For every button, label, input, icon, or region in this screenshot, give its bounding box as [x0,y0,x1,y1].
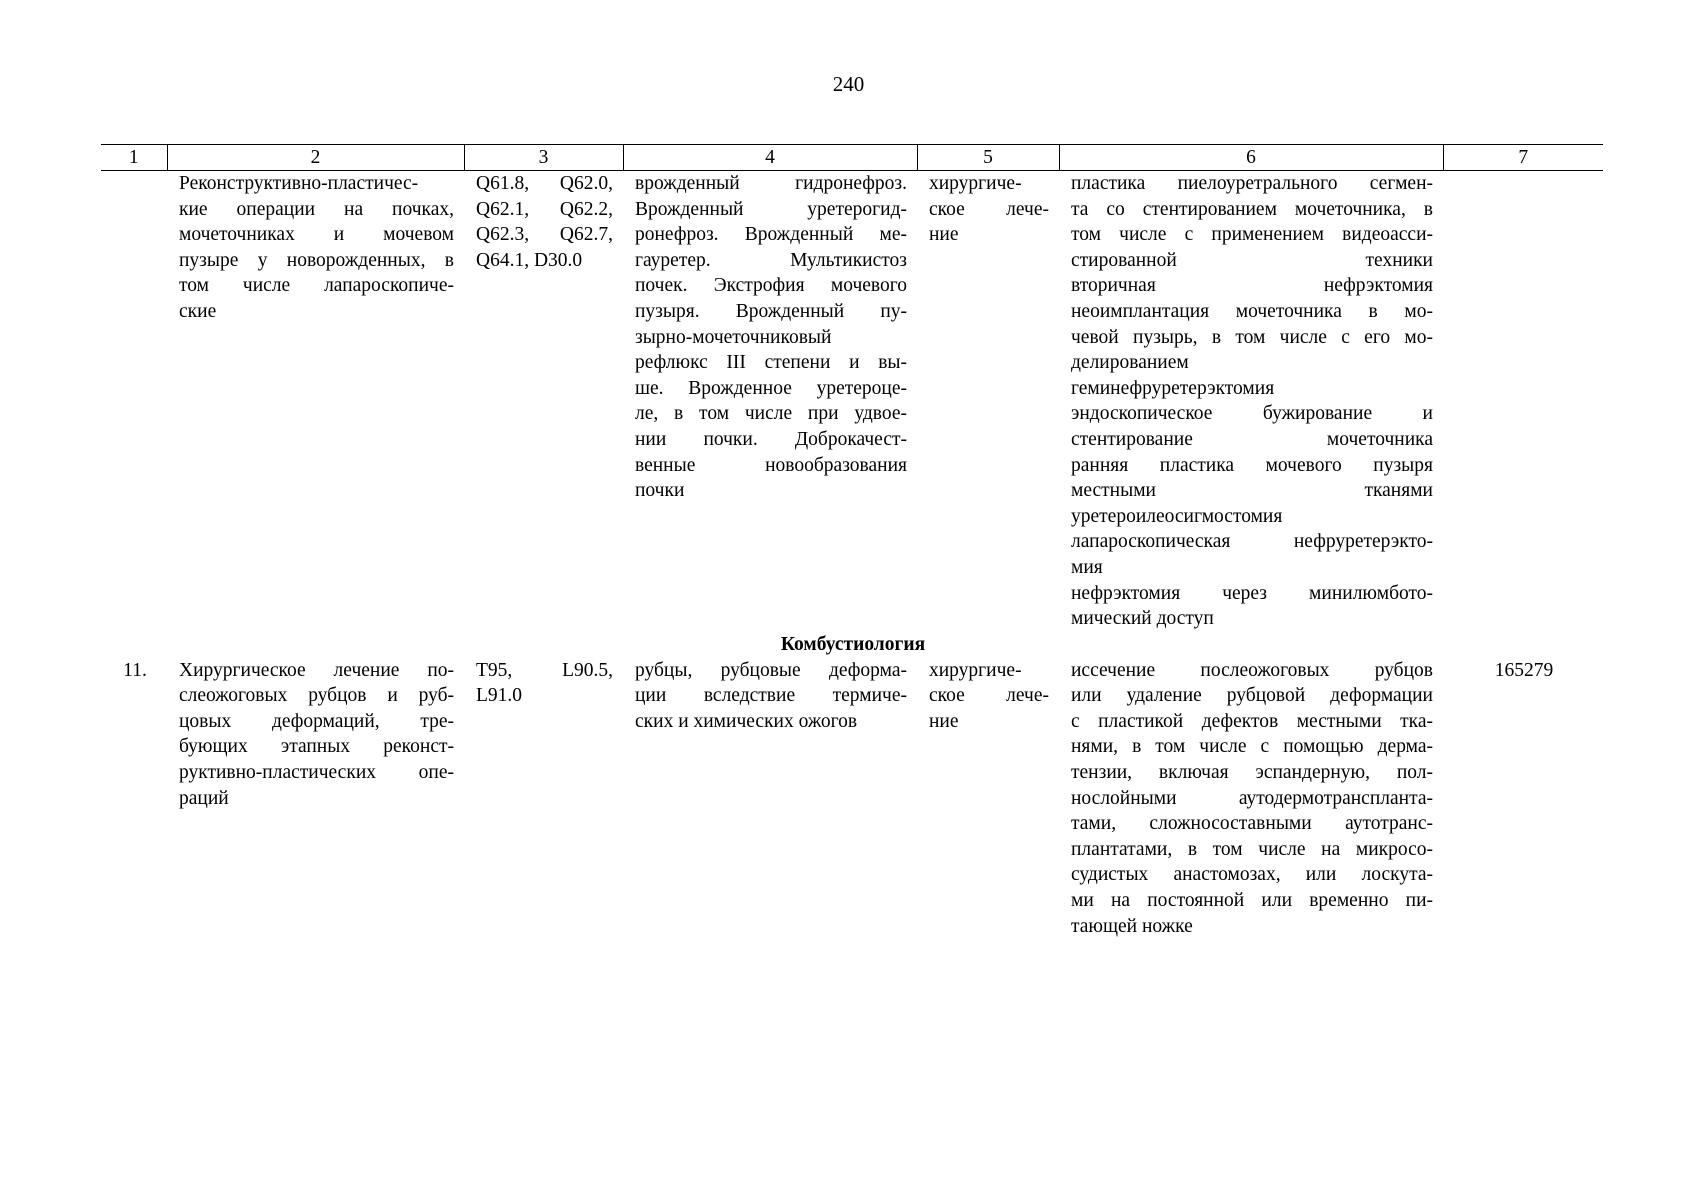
cell-line: ние [929,710,959,732]
cell-line: пузыре у новорожденных, в [179,249,454,271]
cell-line: ское лече- [929,198,1049,220]
column-header-7: 7 [1443,145,1603,171]
table-row [101,658,1603,940]
cell-line: чевой пузырь, в том числе с его мо- [1071,326,1433,348]
cell-line: Q64.1, D30.0 [476,249,583,271]
cell-line: нослойными аутодермотранспланта- [1071,787,1433,809]
cell-line: хирургиче- [929,173,1022,194]
cell-line: нии почки. Доброкачест- [635,428,907,450]
section-title: Комбустиология [780,633,926,655]
cell-line: нями, в том числе с помощью дерма- [1071,736,1433,758]
cell-line: или удаление рубцовой деформации [1071,685,1433,707]
cell-line: L91.0 [476,685,523,707]
cell-line: ранняя пластика мочевого пузыря [1071,454,1433,476]
treatment-type [917,171,1059,632]
column-header-2: 2 [167,145,464,171]
row-number: 11. [123,659,147,681]
cell-line: делированием [1071,352,1189,374]
column-number-header-row [101,145,1603,171]
table-row [101,171,1603,632]
cost: 165279 [1494,659,1554,681]
cell-line: ские [179,300,217,322]
cell-line: Q62.1, Q62.2, [476,198,613,220]
cell-line: Врожденный уретерогид- [635,198,907,220]
cell-line: гауретер. Мультикистоз [635,249,907,271]
cell-line: стированной техники [1071,249,1433,271]
column-header-6: 6 [1059,145,1443,171]
cell-line: ронефроз. Врожденный ме- [635,224,907,246]
column-header-4: 4 [623,145,917,171]
diagnosis [623,171,917,632]
cell-line: Хирургическое лечение по- [179,659,454,681]
cell-line: неоимплантация мочеточника в мо- [1071,300,1433,322]
cell-line: ции вследствие термиче- [635,685,907,707]
cell-line: тензии, включая эспандерную, пол- [1071,762,1433,784]
cell-line: лапароскопическая нефруретерэкто- [1071,531,1433,553]
treatment-methods [1059,658,1443,940]
cell-line: цовых деформаций, тре- [179,710,454,732]
cell-line: тающей ножке [1071,915,1193,937]
cell-line: T95, L90.5, [476,659,613,681]
cell-line: ние [929,224,959,246]
cell-line: Реконструктивно-пластичес- [179,173,419,194]
cell-line: с пластикой дефектов местными тка- [1071,710,1433,732]
cell-line: уретероилеосигмостомия [1071,505,1283,527]
cell-line: вторичная нефрэктомия [1071,275,1433,297]
cell-line: ских и химических ожогов [635,710,858,732]
cell-line: венные новообразования [635,454,907,476]
page-number: 240 [832,72,865,96]
cell-line: нефрэктомия через минилюмбото- [1071,582,1433,604]
column-header-5: 5 [917,145,1059,171]
cell-line: рубцы, рубцовые деформа- [635,659,907,681]
cell-line: пластика пиелоуретрального сегмен- [1071,173,1433,194]
column-header-3: 3 [464,145,623,171]
cell-line: иссечение послеожоговых рубцов [1071,659,1433,681]
treatment-methods [1059,171,1443,632]
service-name [167,658,464,940]
cell-line: том числе с применением видеоасси- [1071,224,1433,246]
cell-line: том числе лапароскопиче- [179,275,454,297]
cell-line: плантатами, в том числе на микросо- [1071,838,1433,860]
cell-line: врожденный гидронефроз. [635,173,907,194]
cell-line: эндоскопическое бужирование и [1071,403,1433,425]
icd-codes [464,658,623,940]
cell-line: рефлюкс III степени и вы- [635,352,907,374]
column-header-1: 1 [101,145,167,171]
cell-line: мочеточниках и мочевом [179,224,454,246]
service-name [167,171,464,632]
cost [1443,171,1603,632]
cell-line: тами, сложносоставными аутотранс- [1071,813,1433,835]
cell-line: стентирование мочеточника [1071,428,1433,450]
cell-line: пузыря. Врожденный пу- [635,300,907,322]
diagnosis [623,658,917,940]
cell-line: ше. Врожденное уретероце- [635,377,907,399]
services-table [101,144,1603,939]
row-number [101,171,167,632]
cell-line: раций [179,787,229,809]
cell-line: зырно-мочеточниковый [635,326,832,348]
cell-line: руктивно-пластических опе- [179,762,454,784]
cell-line: почки [635,480,685,502]
cell-line: мия [1071,556,1103,578]
cell-line: хирургиче- [929,659,1022,681]
section-row [101,632,1603,658]
icd-codes [464,171,623,632]
cell-line: слеожоговых рубцов и руб- [179,685,454,707]
cell-line: судистых анастомозах, или лоскута- [1071,864,1433,886]
cell-line: мический доступ [1071,608,1214,630]
cell-line: бующих этапных реконст- [179,736,454,758]
cell-line: кие операции на почках, [179,198,454,220]
cell-line: ское лече- [929,685,1049,707]
cell-line: Q62.3, Q62.7, [476,224,613,246]
cell-line: геминефруретерэктомия [1071,377,1275,399]
cell-line: Q61.8, Q62.0, [476,173,613,194]
cell-line: местными тканями [1071,480,1433,502]
cell-line: ми на постоянной или временно пи- [1071,890,1433,912]
cell-line: та со стентированием мочеточника, в [1071,198,1433,220]
treatment-type [917,658,1059,940]
cell-line: почек. Экстрофия мочевого [635,275,907,297]
cell-line: ле, в том числе при удвое- [635,403,907,425]
